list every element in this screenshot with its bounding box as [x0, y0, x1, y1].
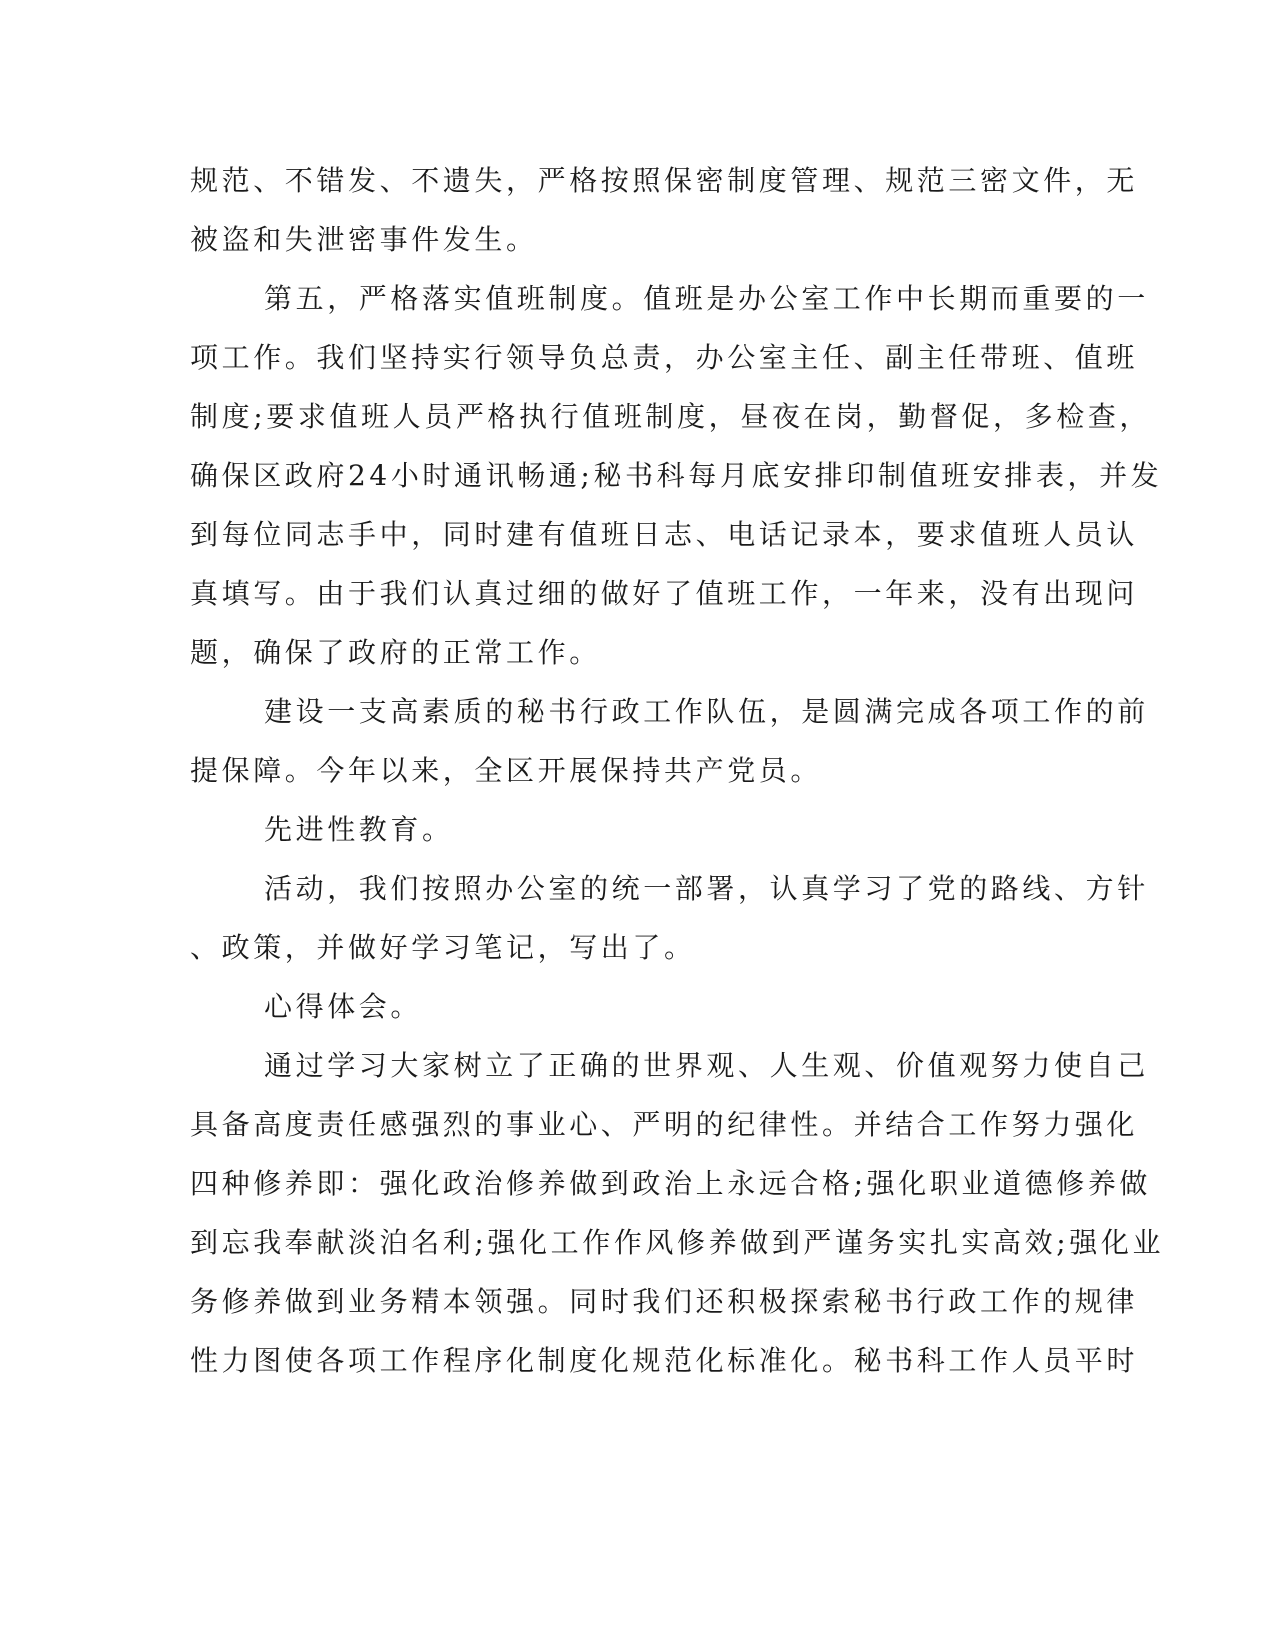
text-line: 制度;要求值班人员严格执行值班制度，昼夜在岗，勤督促，多检查，: [190, 400, 1152, 433]
text-line: 提保障。今年以来，全区开展保持共产党员。: [190, 754, 823, 787]
paragraph-start-line: 先进性教育。: [264, 813, 454, 846]
paragraph-start-line: 活动，我们按照办公室的统一部署，认真学习了党的路线、方针: [264, 872, 1149, 905]
text-line: 务修养做到业务精本领强。同时我们还积极探索秘书行政工作的规律: [190, 1285, 1139, 1318]
text-line: 真填写。由于我们认真过细的做好了值班工作，一年来，没有出现问: [190, 577, 1139, 610]
text-line: 规范、不错发、不遗失，严格按照保密制度管理、规范三密文件，无: [190, 164, 1139, 197]
text-line: 被盗和失泄密事件发生。: [190, 223, 538, 256]
paragraph-start-line: 第五，严格落实值班制度。值班是办公室工作中长期而重要的一: [264, 282, 1149, 315]
text-line: 到每位同志手中，同时建有值班日志、电话记录本，要求值班人员认: [190, 518, 1139, 551]
paragraph-start-line: 通过学习大家树立了正确的世界观、人生观、价值观努力使自己: [264, 1049, 1149, 1082]
text-line: 具备高度责任感强烈的事业心、严明的纪律性。并结合工作努力强化: [190, 1108, 1139, 1141]
text-line: 确保区政府24小时通讯畅通;秘书科每月底安排印制值班安排表，并发: [190, 459, 1163, 492]
paragraph-start-line: 建设一支高素质的秘书行政工作队伍，是圆满完成各项工作的前: [264, 695, 1149, 728]
text-line: 到忘我奉献淡泊名利;强化工作作风修养做到严谨务实扎实高效;强化业: [190, 1226, 1165, 1259]
text-line: 性力图使各项工作程序化制度化规范化标准化。秘书科工作人员平时: [190, 1344, 1139, 1377]
text-line: 项工作。我们坚持实行领导负总责，办公室主任、副主任带班、值班: [190, 341, 1139, 374]
text-line: 、政策，并做好学习笔记，写出了。: [190, 931, 696, 964]
text-line: 四种修养即：强化政治修养做到政治上永远合格;强化职业道德修养做: [190, 1167, 1152, 1200]
text-line: 题，确保了政府的正常工作。: [190, 636, 601, 669]
paragraph-start-line: 心得体会。: [264, 990, 423, 1023]
